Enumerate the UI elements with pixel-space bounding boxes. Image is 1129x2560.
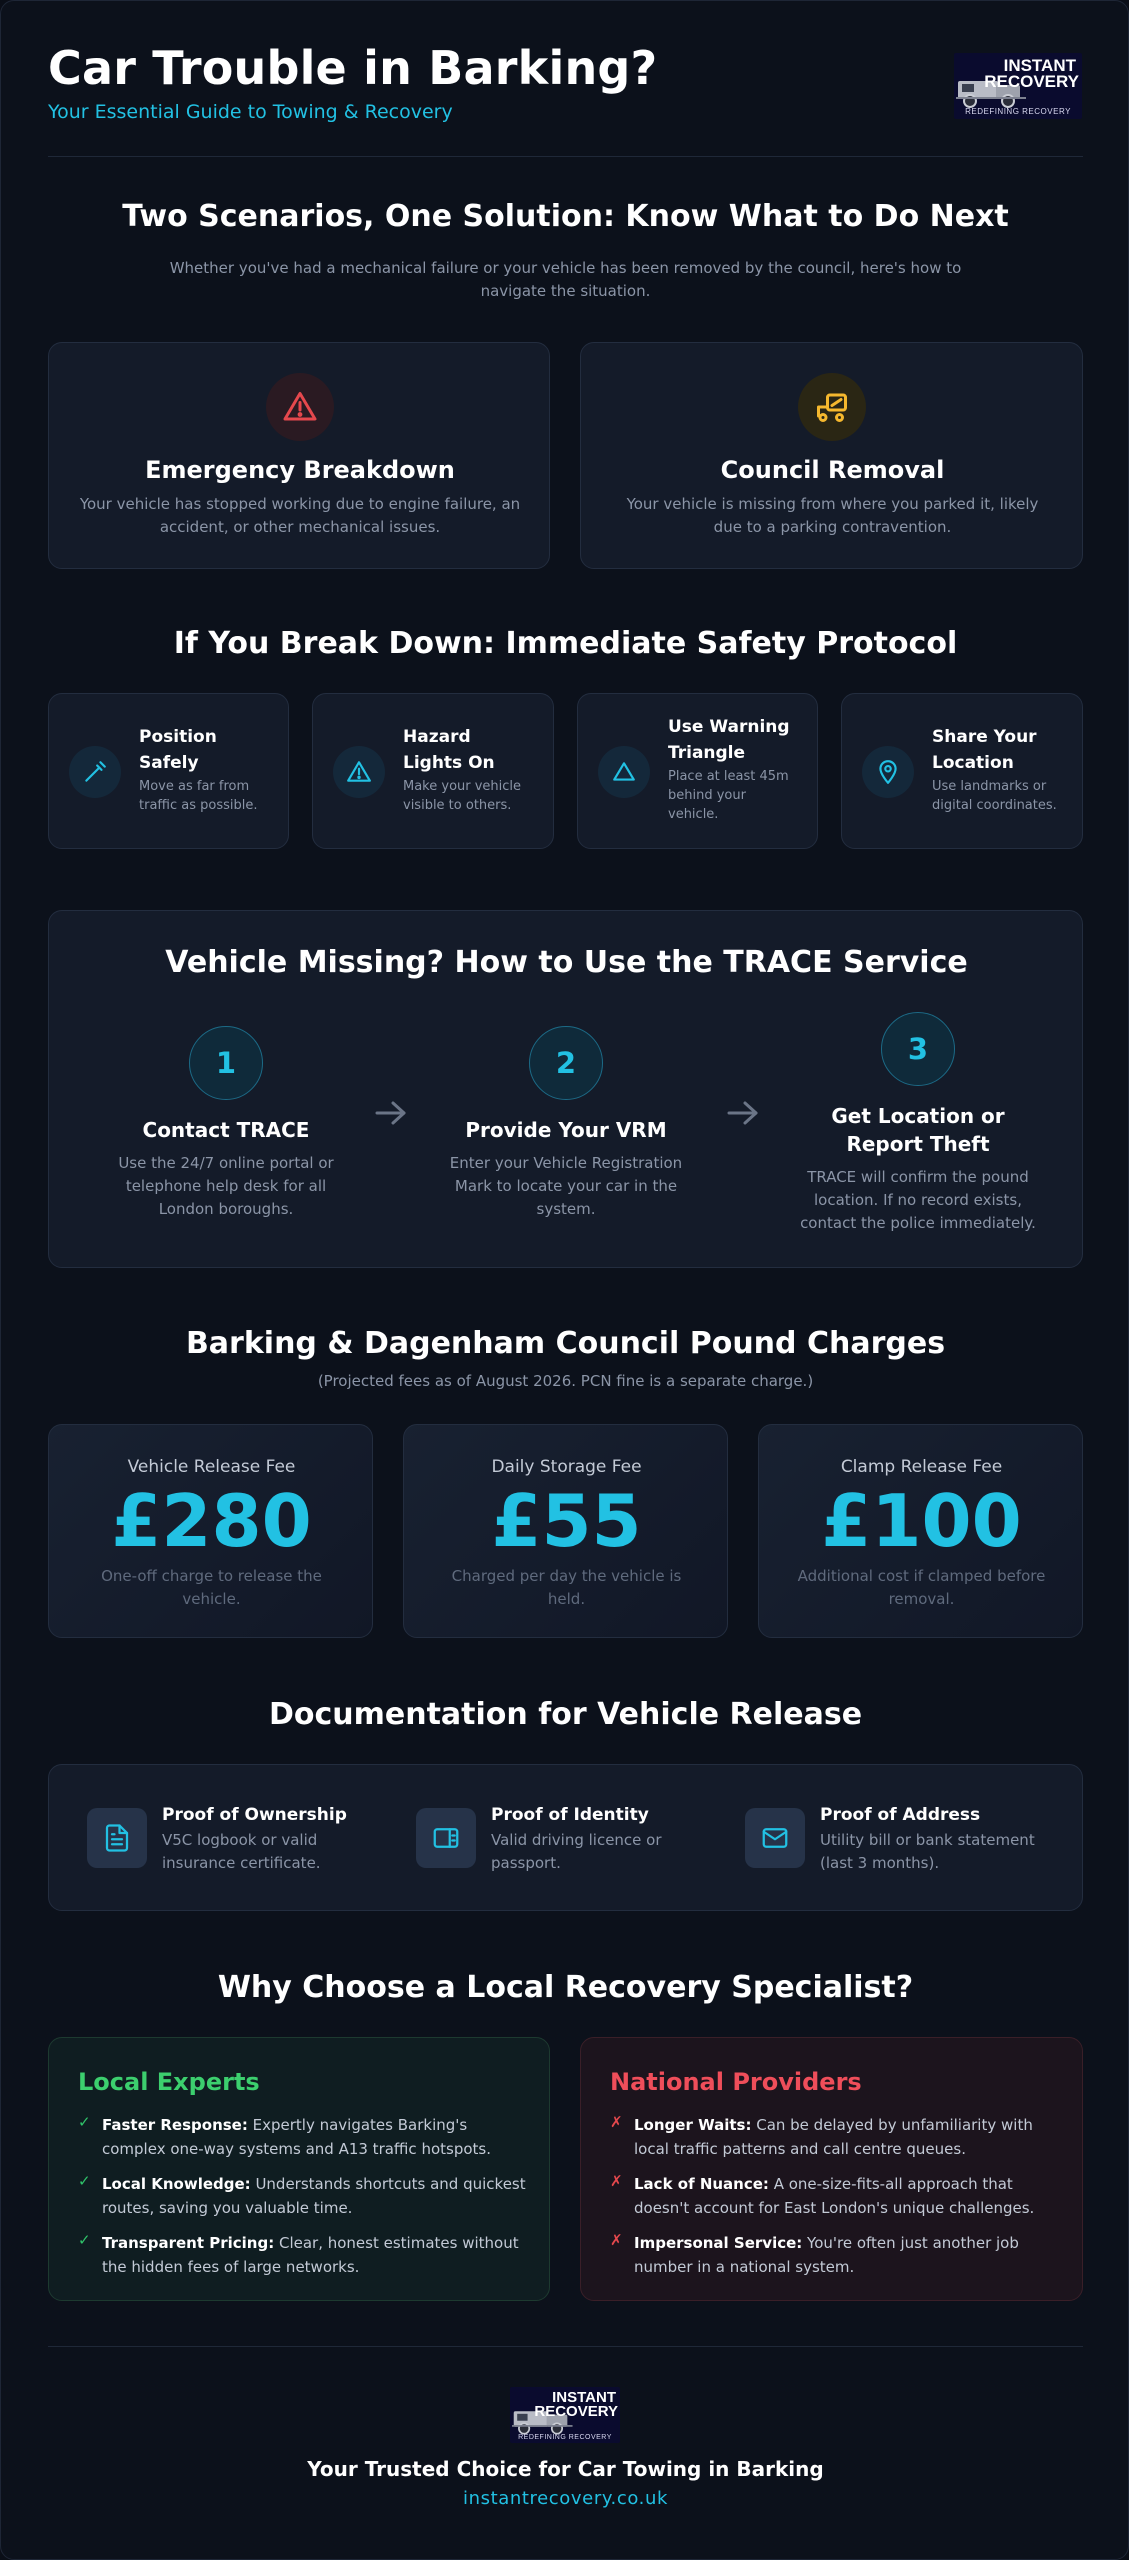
check-icon: ✓	[78, 2113, 91, 2131]
doc-text: Utility bill or bank statement (last 3 months).	[820, 1831, 1035, 1872]
steering-pen-icon	[69, 746, 121, 798]
item-bold: Transparent Pricing:	[102, 2234, 275, 2252]
item-bold: Longer Waits:	[634, 2116, 752, 2134]
compare-heading: Why Choose a Local Recovery Specialist?	[217, 1970, 914, 2005]
step-number: 3	[881, 1012, 955, 1086]
arrow-right-icon	[374, 1098, 408, 1132]
trace-step-2	[425, 1026, 707, 1221]
docs-heading: Documentation for Vehicle Release	[268, 1697, 863, 1732]
page-title: Car Trouble in Barking?	[48, 41, 658, 95]
safety-item-hazard	[312, 693, 554, 849]
warning-triangle-icon	[266, 373, 334, 441]
arrow-right-icon	[726, 1098, 760, 1132]
logo-line-1: INSTANT	[1003, 56, 1076, 75]
fee-card-release	[48, 1424, 373, 1638]
safety-item-location	[841, 693, 1083, 849]
trace-panel	[48, 910, 1083, 1268]
fee-label: Clamp Release Fee	[840, 1457, 1003, 1477]
step-number: 1	[189, 1026, 263, 1100]
fee-label: Daily Storage Fee	[491, 1457, 642, 1477]
docs-panel	[48, 1764, 1083, 1911]
national-providers-title: National Providers	[610, 2068, 862, 2096]
item-text: Expertly navigates Barking's complex one-way systems and A13 traffic hotspots.	[102, 2116, 491, 2158]
item-text: Clear, honest estimates without the hidden fees of large networks.	[102, 2234, 519, 2276]
scenario-text: Your vehicle has stopped working due to engine failure, an accident, or other mechanical issues.	[79, 495, 521, 536]
item-text: Can be delayed by unfamiliarity with local traffic patterns and call centre queues.	[634, 2116, 1033, 2158]
document-icon	[87, 1808, 147, 1868]
step-title: Provide Your VRM	[465, 1118, 667, 1142]
brand-logo	[954, 53, 1082, 119]
scenario-title: Council Removal	[720, 456, 945, 484]
national-providers-list	[610, 2113, 1060, 2279]
doc-text: V5C logbook or valid insurance certificate.	[162, 1831, 321, 1872]
fee-note: Charged per day the vehicle is held.	[451, 1567, 682, 1608]
fee-note: One-off charge to release the vehicle.	[101, 1567, 322, 1608]
item-text: A one-size-fits-all approach that doesn't account for East London's unique challenges.	[634, 2175, 1035, 2217]
check-icon: ✓	[78, 2172, 91, 2190]
safety-item-position	[48, 693, 289, 849]
national-providers-card	[580, 2037, 1083, 2301]
fee-value: £100	[821, 1479, 1022, 1563]
scenario-text: Your vehicle is missing from where you parked it, likely due to a parking contravention.	[626, 495, 1039, 536]
page-subtitle: Your Essential Guide to Towing & Recovery	[48, 101, 453, 123]
footer-tagline: Your Trusted Choice for Car Towing in Barking	[307, 2457, 824, 2481]
footer-url-link[interactable]: instantrecovery.co.uk	[462, 2488, 668, 2509]
logo-line-1: INSTANT	[552, 2389, 616, 2406]
local-experts-title: Local Experts	[78, 2068, 260, 2096]
step-text: Enter your Vehicle Registration Mark to locate your car in the system.	[449, 1154, 683, 1218]
list-item	[78, 2113, 528, 2161]
safety-item-text: Make your vehicle visible to others.	[403, 779, 522, 813]
doc-title: Proof of Address	[820, 1805, 981, 1825]
footer-logo	[510, 2387, 620, 2443]
item-bold: Faster Response:	[102, 2116, 248, 2134]
safety-item-title: Hazard Lights On	[403, 727, 495, 773]
trace-step-1	[85, 1026, 367, 1221]
fee-card-storage	[403, 1424, 728, 1638]
scenario-title: Emergency Breakdown	[145, 456, 455, 484]
logo-line-2: RECOVERY	[984, 72, 1079, 91]
trace-step-3	[777, 1012, 1059, 1235]
fee-value: £280	[111, 1479, 312, 1563]
scenarios-heading: Two Scenarios, One Solution: Know What to Do Next	[122, 199, 1009, 234]
list-item	[610, 2113, 1060, 2161]
envelope-icon	[745, 1808, 805, 1868]
triangle-icon	[598, 746, 650, 798]
item-text: You're often just another job number in a national system.	[634, 2234, 1019, 2276]
step-text: Use the 24/7 online portal or telephone help desk for all London boroughs.	[118, 1154, 334, 1218]
safety-item-text: Place at least 45m behind your vehicle.	[668, 769, 789, 822]
item-bold: Lack of Nuance:	[634, 2175, 769, 2193]
fee-card-clamp	[758, 1424, 1083, 1638]
fee-note: Additional cost if clamped before removal.	[797, 1567, 1046, 1608]
scenarios-intro: Whether you've had a mechanical failure or your vehicle has been removed by the council, here's how to navigate the situation.	[169, 259, 962, 300]
id-card-icon	[416, 1808, 476, 1868]
safety-item-triangle	[577, 693, 818, 849]
doc-text: Valid driving licence or passport.	[491, 1831, 662, 1872]
safety-item-title: Position Safely	[139, 727, 217, 773]
safety-item-text: Use landmarks or digital coordinates.	[932, 779, 1057, 813]
step-text: TRACE will confirm the pound location. If no record exists, contact the police immediately.	[800, 1168, 1036, 1232]
list-item	[78, 2231, 528, 2279]
logo-line-2: RECOVERY	[534, 2403, 618, 2420]
step-title: Get Location or Report Theft	[831, 1104, 1005, 1156]
doc-title: Proof of Identity	[491, 1805, 649, 1825]
logo-tagline: REDEFINING RECOVERY	[518, 2434, 612, 2441]
fee-label: Vehicle Release Fee	[127, 1457, 296, 1477]
hazard-icon	[333, 746, 385, 798]
location-pin-icon	[862, 746, 914, 798]
scenario-card-breakdown	[48, 342, 550, 569]
list-item	[78, 2172, 528, 2220]
list-item	[610, 2172, 1060, 2220]
safety-item-title: Use Warning Triangle	[668, 717, 790, 763]
tow-truck-icon	[798, 373, 866, 441]
cross-icon: ✗	[610, 2172, 623, 2190]
step-number: 2	[529, 1026, 603, 1100]
check-icon: ✓	[78, 2231, 91, 2249]
item-text: Understands shortcuts and quickest routes, saving you valuable time.	[102, 2175, 526, 2217]
safety-heading: If You Break Down: Immediate Safety Protocol	[173, 626, 958, 661]
doc-title: Proof of Ownership	[162, 1805, 347, 1825]
item-bold: Impersonal Service:	[634, 2234, 803, 2252]
trace-heading: Vehicle Missing? How to Use the TRACE Service	[165, 945, 968, 980]
logo-tagline: REDEFINING RECOVERY	[965, 107, 1071, 116]
cross-icon: ✗	[610, 2113, 623, 2131]
safety-item-text: Move as far from traffic as possible.	[139, 779, 258, 813]
safety-item-title: Share Your Location	[932, 727, 1037, 773]
item-bold: Local Knowledge:	[102, 2175, 251, 2193]
header-divider	[48, 156, 1083, 157]
cross-icon: ✗	[610, 2231, 623, 2249]
fee-value: £55	[491, 1479, 642, 1563]
list-item	[610, 2231, 1060, 2279]
scenario-card-council-removal	[580, 342, 1083, 569]
footer-divider	[48, 2346, 1083, 2347]
local-experts-list	[78, 2113, 528, 2279]
fees-heading: Barking & Dagenham Council Pound Charges	[185, 1326, 946, 1361]
step-title: Contact TRACE	[142, 1118, 310, 1142]
fees-note: (Projected fees as of August 2026. PCN fine is a separate charge.)	[317, 1372, 814, 1390]
local-experts-card	[48, 2037, 550, 2301]
